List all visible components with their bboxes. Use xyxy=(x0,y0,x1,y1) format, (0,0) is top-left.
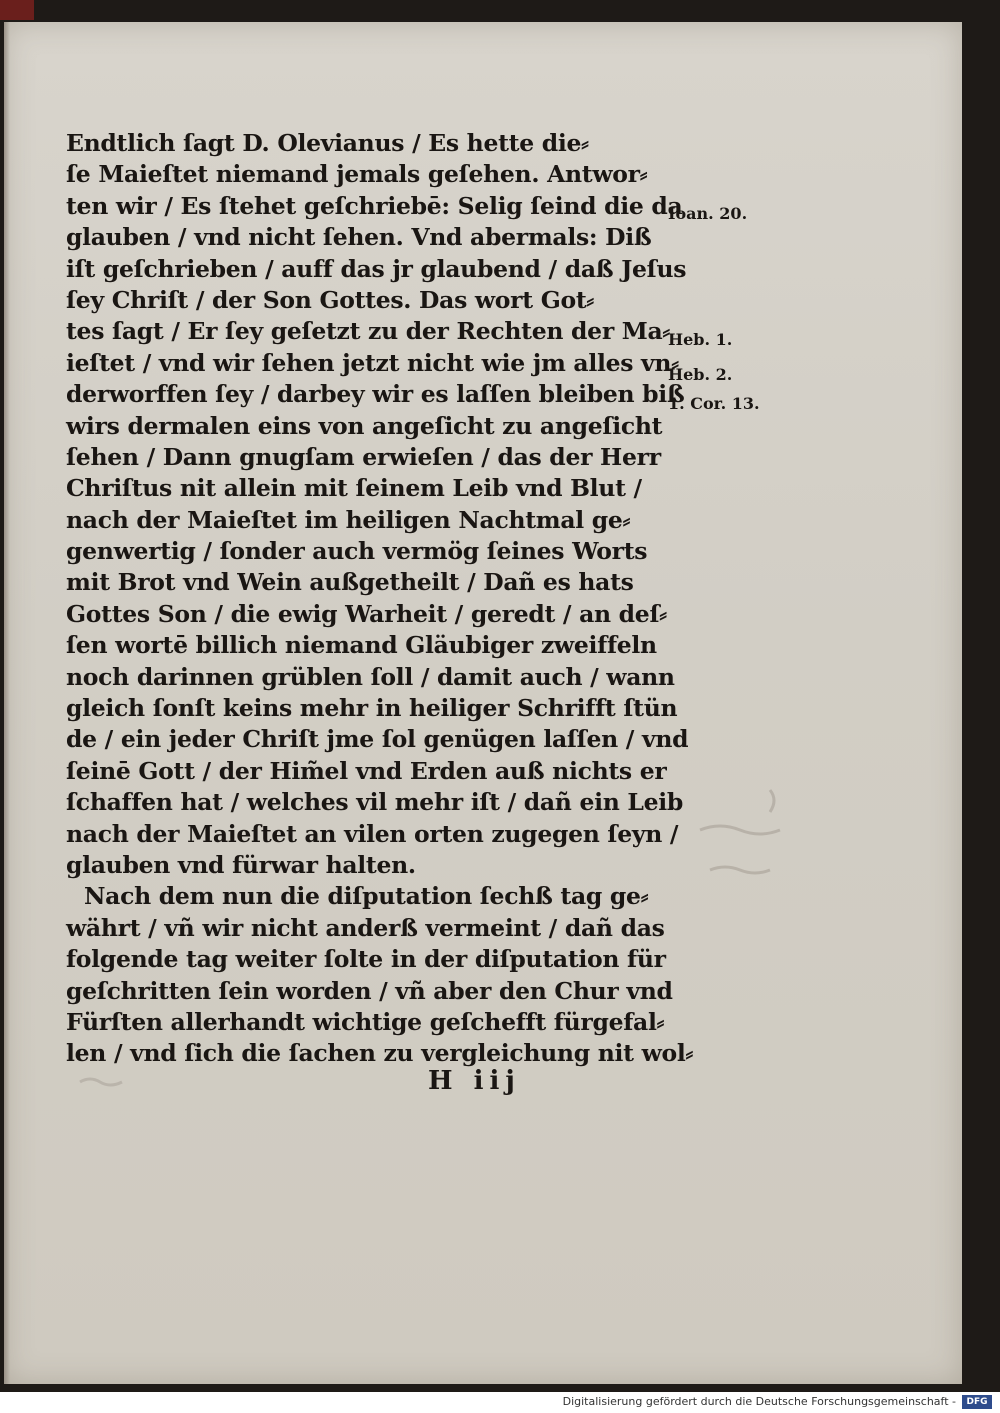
text-line: Endtlich ſagt D. Olevianus / Es hette die⸗ xyxy=(66,129,589,157)
text-line: gleich ſonſt keins mehr in heiliger Schrifft ſtün xyxy=(66,694,678,723)
text-line: mit Brot vnd Wein außgetheilt / Dañ es hats xyxy=(66,568,634,597)
text-line: wirs dermalen eins von angeſicht zu angeſicht xyxy=(66,411,663,440)
text-line: Chriſtus nit allein mit ſeinem Leib vnd Blut / xyxy=(66,474,642,503)
text-line: glauben / vnd nicht ſehen. Vnd abermals: Diß xyxy=(66,223,652,252)
funding-credit: Digitalisierung gefördert durch die Deutsche Forschungsgemeinschaft - xyxy=(562,1395,956,1408)
text-line: Nach dem nun die diſputation ſechß tag ge⸗ xyxy=(84,882,649,911)
text-line: ſchaffen hat / welches vil mehr iſt / dañ ein Leib xyxy=(66,788,684,817)
footer-bar xyxy=(0,1392,1000,1413)
text-line: ſen wortē billich niemand Gläubiger zweiffeln xyxy=(66,631,657,660)
text-line: iſt geſchrieben / auff das jr glaubend / daß Jeſus xyxy=(66,254,687,283)
ink-offset-smudge xyxy=(690,770,810,900)
text-line: de / ein jeder Chriſt jme ſol genügen laſſen / vnd xyxy=(66,725,689,754)
margin-note: 1. Cor. 13. xyxy=(668,394,760,413)
text-line: ten wir / Es ſtehet geſchriebē: Selig ſeind die da xyxy=(66,191,683,220)
ink-offset-smudge xyxy=(78,1072,126,1090)
dfg-logo: DFG xyxy=(962,1395,992,1409)
text-line: nach der Maieſtet an vilen orten zugegen ſeyn / xyxy=(66,819,679,848)
text-line: Gottes Son / die ewig Warheit / geredt / an deſ⸗ xyxy=(66,599,667,628)
text-line: geſchritten ſein worden / vñ aber den Chur vnd xyxy=(66,976,673,1005)
text-line: Fürſten allerhandt wichtige geſchefft fürgefal⸗ xyxy=(66,1007,665,1036)
text-line: ſehen / Dann gnugſam erwieſen / das der Herr xyxy=(66,442,661,471)
text-line: ſe Maieſtet niemand jemals geſehen. Antwor⸗ xyxy=(66,160,648,189)
text-line: ieſtet / vnd wir ſehen jetzt nicht wie jm alles vn⸗ xyxy=(66,348,679,377)
page-binding-edge xyxy=(4,22,10,1384)
body-text xyxy=(66,128,694,1070)
text-line: ſey Chriſt / der Son Gottes. Das wort Got⸗ xyxy=(66,285,594,314)
text-line: währt / vñ wir nicht anderß vermeint / dañ das xyxy=(66,913,665,942)
text-line: glauben vnd fürwar halten. xyxy=(66,850,416,879)
red-corner-mark xyxy=(0,0,34,20)
text-line: noch darinnen grüblen ſoll / damit auch / wann xyxy=(66,662,675,691)
text-line: len / vnd ſich die ſachen zu vergleichung nit wol⸗ xyxy=(66,1039,694,1068)
text-line: nach der Maieſtet im heiligen Nachtmal ge⸗ xyxy=(66,505,631,534)
text-line: derworffen ſey / darbey wir es laſſen bleiben biß xyxy=(66,380,685,409)
text-line: genwertig / ſonder auch vermög ſeines Worts xyxy=(66,537,648,566)
margin-note: Ioan. 20. xyxy=(668,204,748,223)
text-line: tes ſagt / Er ſey geſetzt zu der Rechten der Ma⸗ xyxy=(66,317,670,346)
text-line: ſeinē Gott / der Him̃el vnd Erden auß nichts er xyxy=(66,756,667,785)
signature-mark: H iij xyxy=(428,1066,521,1096)
margin-note: Heb. 2. xyxy=(668,365,733,384)
text-line: folgende tag weiter ſolte in der diſputation für xyxy=(66,945,666,974)
margin-note: Heb. 1. xyxy=(668,330,733,349)
